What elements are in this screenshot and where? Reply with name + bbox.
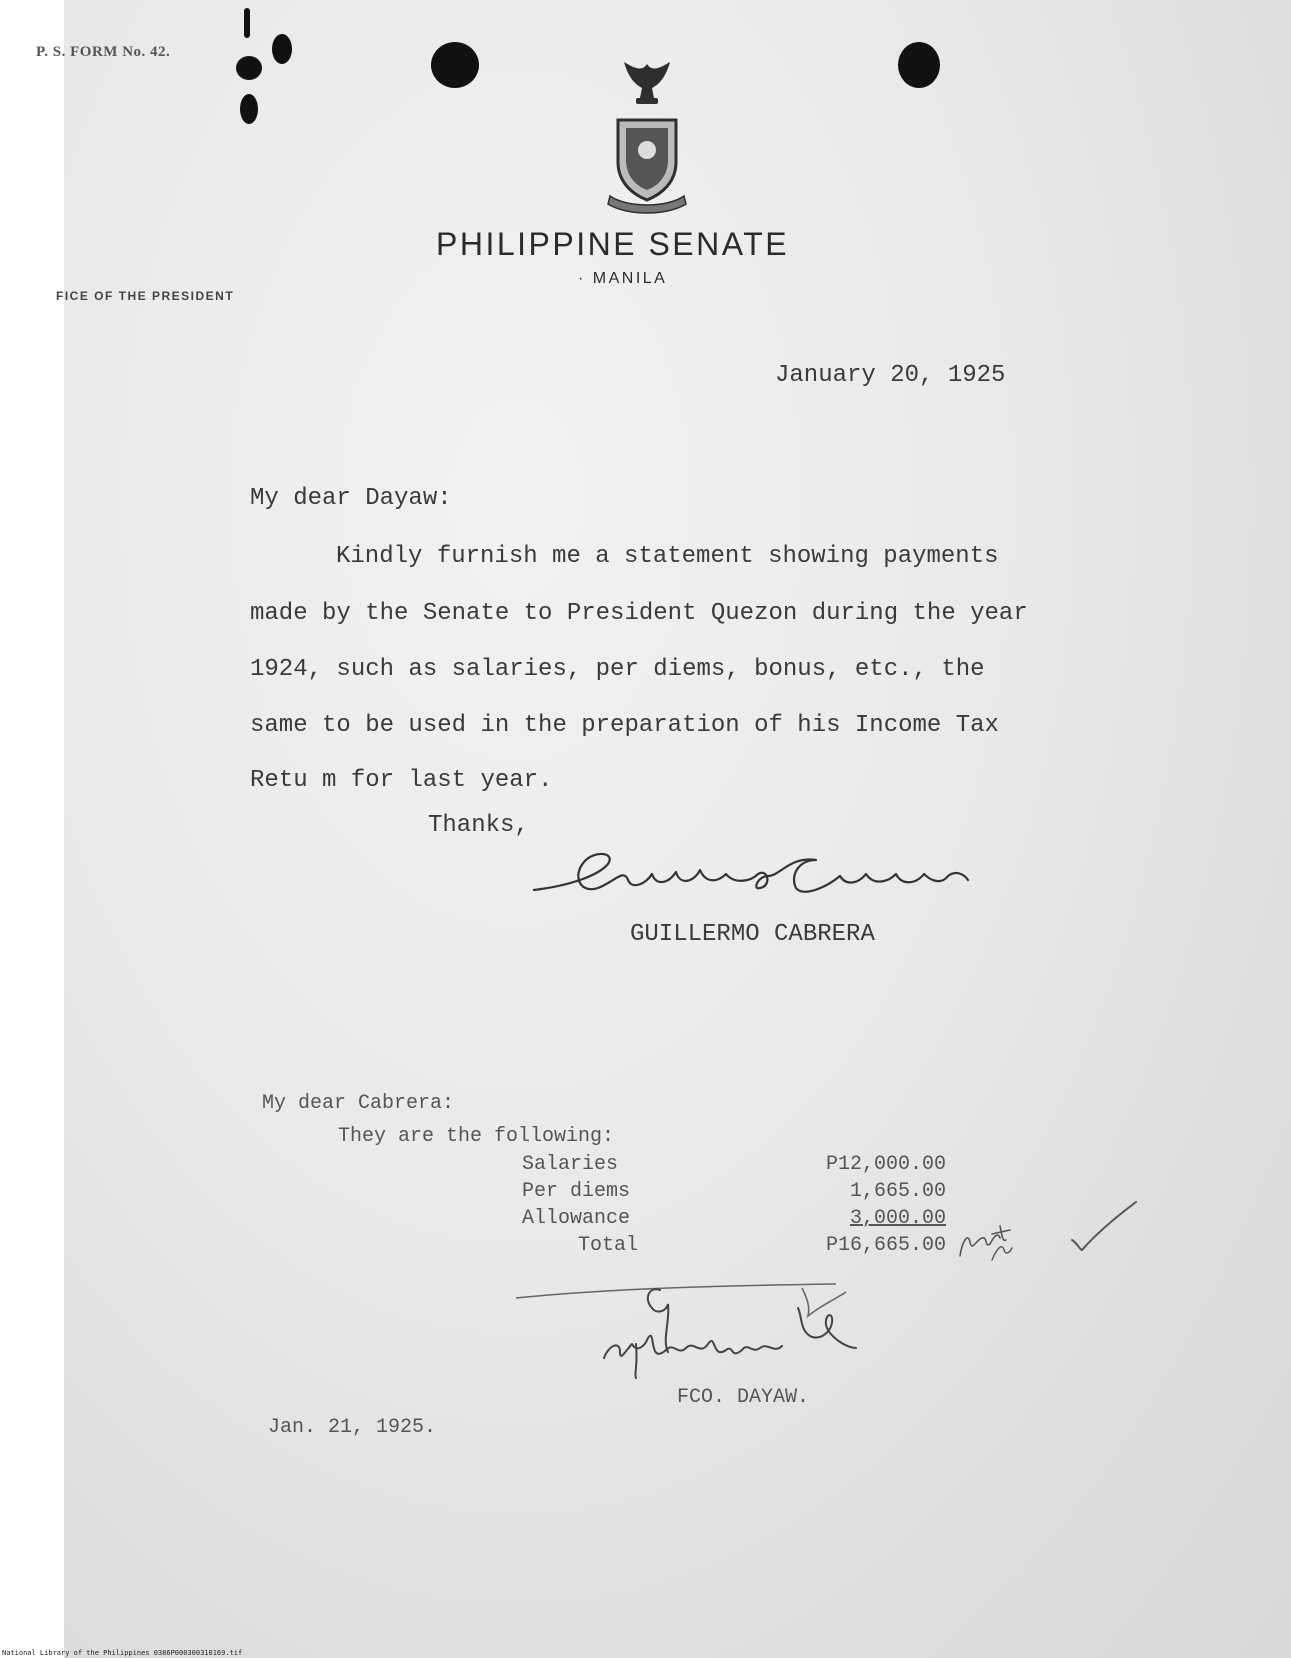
ink-blot	[272, 34, 292, 64]
total-amount: P16,665.00	[825, 1234, 946, 1257]
dayaw-signature	[516, 1256, 936, 1386]
cabrera-signature	[528, 846, 998, 910]
letter-body-line: made by the Senate to President Quezon during the year	[250, 600, 1028, 627]
letterhead-title: PHILIPPINE SENATE	[436, 226, 790, 262]
archive-caption: National Library of the Philippines 0386P000300310169.tif	[2, 1649, 243, 1657]
letter-date: January 20, 1925	[775, 362, 1006, 389]
punch-hole-left	[431, 42, 479, 88]
signer-name: GUILLERMO CABRERA	[630, 921, 875, 948]
payment-label: Salaries	[522, 1153, 619, 1176]
letterhead-city: · MANILA	[578, 270, 668, 287]
ink-blot	[236, 56, 262, 80]
payment-label: Per diems	[522, 1180, 631, 1203]
letter-body-line: Kindly furnish me a statement showing payments	[336, 543, 999, 570]
ink-blot	[240, 94, 258, 124]
noted-file-annotation	[940, 1186, 1140, 1270]
payment-label: Allowance	[522, 1207, 631, 1230]
form-number: P. S. FORM No. 42.	[36, 44, 171, 60]
reply-intro: They are the following:	[338, 1125, 615, 1148]
office-heading: FICE OF THE PRESIDENT	[56, 289, 235, 303]
letter-body-line: same to be used in the preparation of his Income Tax	[250, 712, 999, 739]
reply-signer-name: FCO. DAYAW.	[677, 1386, 810, 1409]
letter-body-line: 1924, such as salaries, per diems, bonus, etc., the	[250, 656, 985, 683]
senate-seal-icon	[602, 58, 692, 216]
letter-closing: Thanks,	[428, 812, 529, 839]
ink-blot	[244, 8, 250, 38]
scan-margin	[0, 0, 64, 1658]
payment-amount: P12,000.00	[825, 1153, 946, 1176]
total-label: Total	[578, 1234, 639, 1257]
punch-hole-right	[898, 42, 940, 88]
reply-date: Jan. 21, 1925.	[268, 1416, 437, 1439]
reply-salutation: My dear Cabrera:	[262, 1092, 455, 1115]
payment-amount: 3,000.00	[849, 1207, 946, 1230]
payment-amount: 1,665.00	[849, 1180, 946, 1203]
letter-body-line: Retu m for last year.	[250, 767, 553, 794]
letter-salutation: My dear Dayaw:	[250, 485, 452, 512]
